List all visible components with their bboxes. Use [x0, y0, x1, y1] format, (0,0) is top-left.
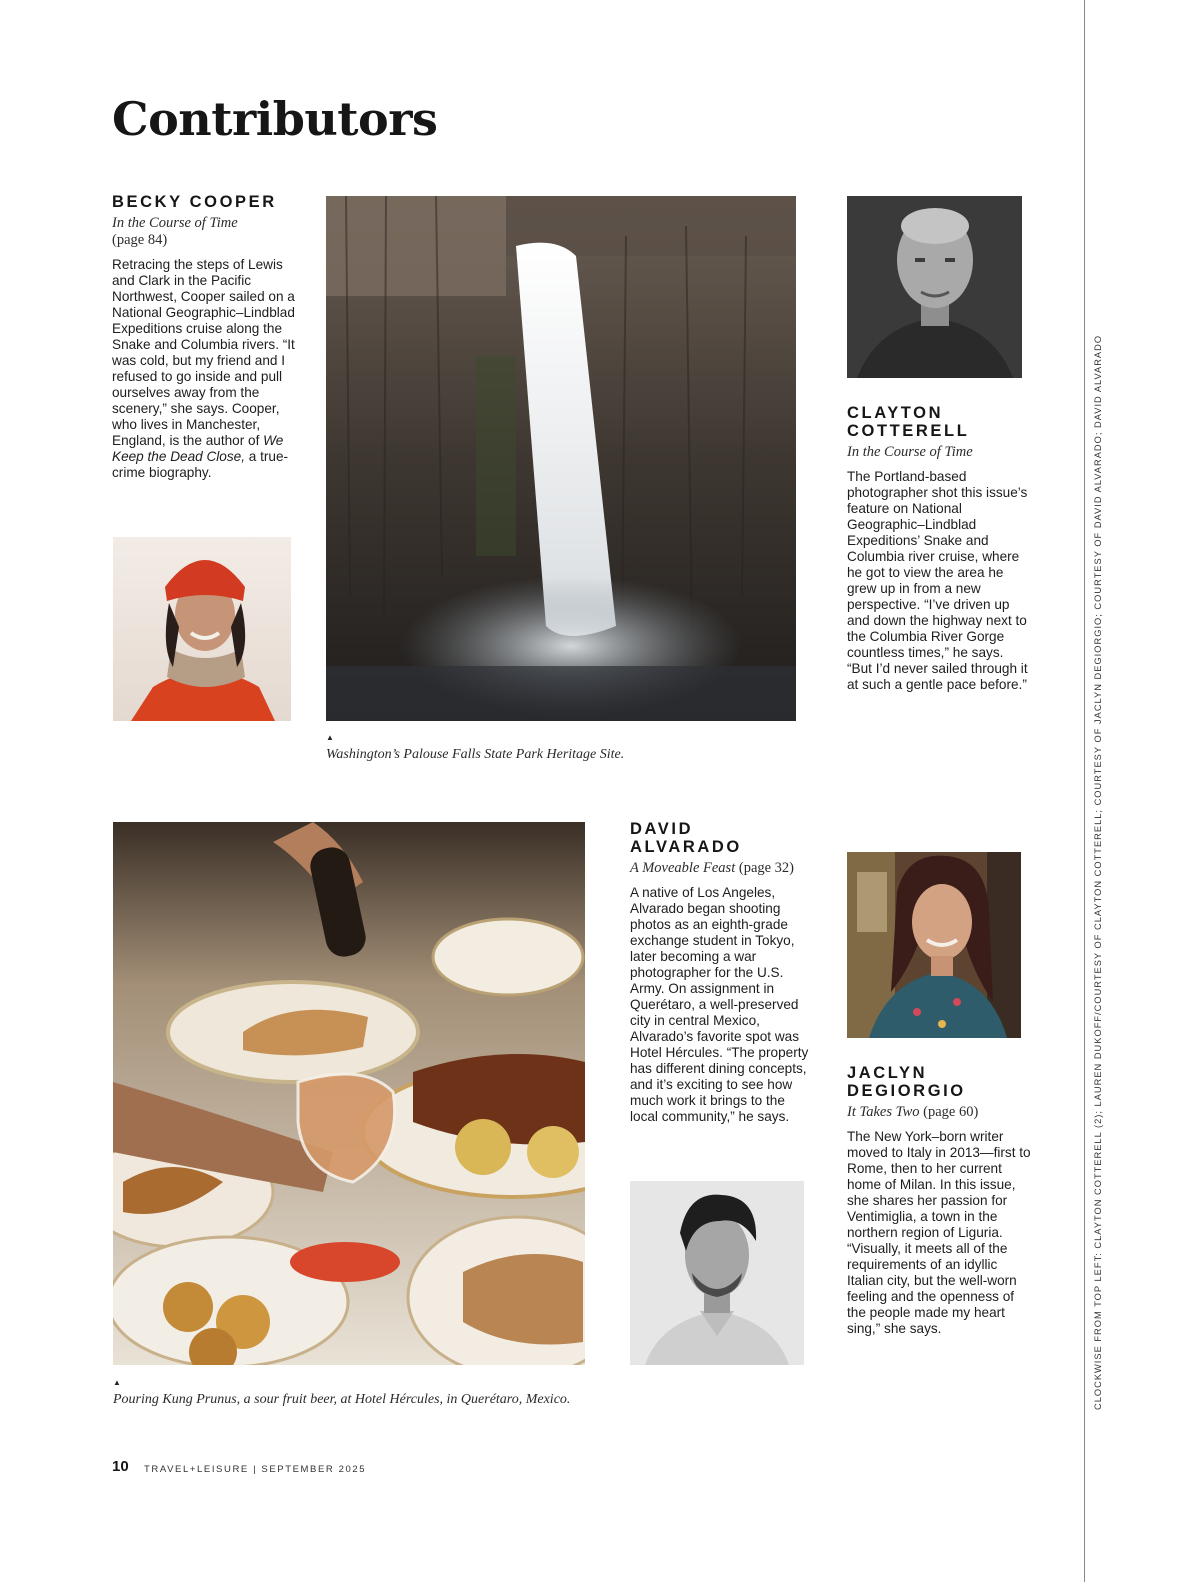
caption-text: Pouring Kung Prunus, a sour fruit beer, at Hotel Hércules, in Querétaro, Mexico. — [113, 1392, 571, 1407]
contributor-becky-cooper — [112, 193, 297, 481]
contributor-name: JACLYN DEGIORGIO — [847, 1064, 966, 1100]
contributor-bio: Retracing the steps of Lewis and Clark in the Pacific Northwest, Cooper sailed on a National Geographic–Lindblad Expeditions cruise along the Snake and Columbia rivers. “It was cold, but my friend and I refused to go inside and pull ourselves away from the scenery,” she says. Cooper, who lives in Manchester, England, is the author of We Keep the Dead Close, a true-crime biography. — [112, 257, 295, 480]
story-title: A Moveable Feast — [630, 860, 736, 876]
story-title: In the Course of Time — [847, 444, 973, 460]
story-credit — [847, 1104, 1032, 1121]
contributor-clayton-cotterell — [847, 404, 1032, 693]
food-photo — [113, 822, 585, 1365]
book-title: We Keep the Dead Close, — [112, 433, 284, 464]
caption-marker: ▲ — [113, 1378, 121, 1387]
waterfall-caption — [326, 733, 624, 763]
becky-cooper-portrait — [113, 537, 291, 721]
contributor-name: CLAYTON COTTERELL — [847, 404, 970, 440]
page-number: 10 — [112, 1458, 129, 1475]
clayton-cotterell-portrait — [847, 196, 1022, 378]
story-title: In the Course of Time — [112, 215, 238, 231]
story-credit — [112, 215, 297, 249]
caption-marker: ▲ — [326, 733, 334, 742]
contributor-david-alvarado — [630, 820, 815, 1125]
story-credit — [630, 860, 815, 877]
masthead-line: TRAVEL+LEISURE | SEPTEMBER 2025 — [144, 1464, 367, 1475]
photo-credit: CLOCKWISE FROM TOP LEFT: CLAYTON COTTERELL (2); LAUREN DUKOFF/COURTESY OF CLAYTON COTTERELL; COURTESY OF JACLYN DEGIORGIO; COURTESY OF DAVID ALVARADO; DAVID ALVARADO — [1093, 334, 1103, 1410]
page-title: Contributors — [112, 92, 438, 146]
story-page: (page 84) — [112, 232, 168, 248]
jaclyn-degiorgio-portrait — [847, 852, 1021, 1038]
contributor-bio: The New York–born writer moved to Italy in 2013—first to Rome, then to her current home of Milan. In this issue, she shares her passion for Ventimiglia, a town in the northern region of Liguria. “Visually, it meets all of the requirements of an idyllic Italian city, but the well-worn feeling and the openness of the people made my heart sing,” she says. — [847, 1129, 1031, 1336]
waterfall-photo — [326, 196, 796, 721]
story-title: It Takes Two — [847, 1104, 920, 1120]
contributor-name: BECKY COOPER — [112, 193, 277, 211]
food-caption — [113, 1378, 570, 1408]
david-alvarado-portrait — [630, 1181, 804, 1365]
margin-rule — [1084, 0, 1085, 1582]
story-page: (page 32) — [738, 860, 795, 876]
story-page: (page 60) — [923, 1104, 979, 1120]
caption-text: Washington’s Palouse Falls State Park Heritage Site. — [326, 747, 625, 762]
contributor-jaclyn-degiorgio — [847, 1064, 1032, 1337]
story-credit — [847, 444, 1032, 461]
contributor-name: DAVID ALVARADO — [630, 820, 742, 856]
contributor-bio: A native of Los Angeles, Alvarado began shooting photos as an eighth-grade exchange student in Tokyo, later becoming a war photographer for the U.S. Army. On assignment in Querétaro, a well-preserved city in central Mexico, Alvarado’s favorite spot was Hotel Hércules. “The property has different dining concepts, and it’s exciting to see how much work it brings to the local community,” he says. — [630, 885, 809, 1124]
contributor-bio: The Portland-based photographer shot this issue’s feature on National Geographic–Lindblad Expeditions’ Snake and Columbia river cruise, where he got to view the area he grew up in from a new perspective. “I’ve driven up and down the highway next to the Columbia River Gorge countless times,” he says. “But I’d never sailed through it at such a gentle pace before.” — [847, 469, 1028, 692]
